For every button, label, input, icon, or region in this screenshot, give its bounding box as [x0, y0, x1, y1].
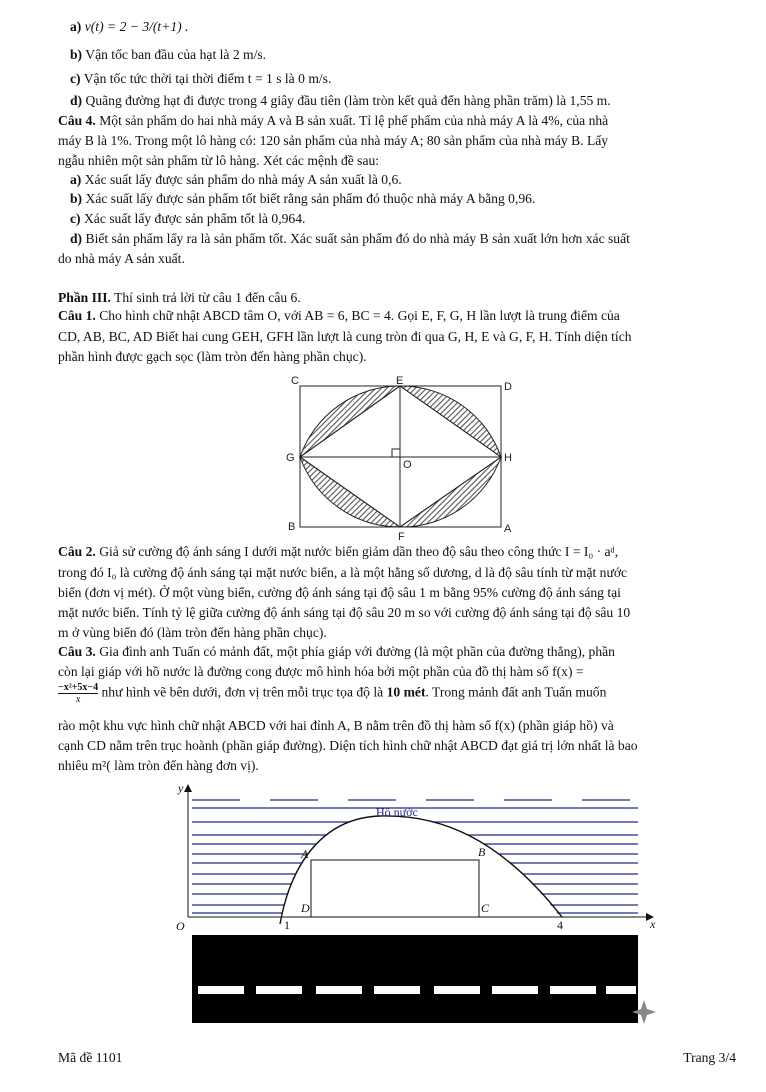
- c3-line2: còn lại giáp với hồ nước là đường cong được mô hình hóa bởi một phần của đồ thị hàm số f(x) =: [58, 664, 584, 679]
- c3-text3: như hình vẽ bên dưới, đơn vị trên mỗi trục tọa độ là: [101, 684, 384, 700]
- tick-1: 1: [284, 918, 290, 932]
- fraction-numerator: −x²+5x−4: [58, 682, 99, 693]
- option-b-label: b): [70, 47, 83, 62]
- option-a-text: v(t) = 2 − 3/(t+1) .: [84, 19, 189, 34]
- point-d-label: D: [301, 901, 310, 915]
- c2-label: Câu 2.: [58, 544, 96, 559]
- point-b-label: B: [478, 845, 486, 859]
- option-b: [70, 46, 266, 63]
- road: [192, 935, 638, 1023]
- lake-label: Hồ nước: [376, 805, 418, 819]
- c2-line3: biển (đơn vị mét). Ở một vùng biển, cường độ ánh sáng tại độ sâu 1 m bằng 95% cường độ ánh sáng tại: [58, 585, 621, 600]
- point-c-label: C: [481, 901, 490, 915]
- c3-line4: rào một khu vực hình chữ nhật ABCD với hai đỉnh A, B nằm trên đồ thị hàm số f(x) (phần giáp hồ) và: [58, 718, 614, 733]
- c3-label: Câu 3.: [58, 644, 96, 659]
- q4-option-c: [70, 210, 305, 227]
- c3-text1: Gia đình anh Tuấn có mảnh đất, một phía giáp với đường (là một phần của đường thẳng), phần: [99, 644, 615, 659]
- q4-label: Câu 4.: [58, 113, 96, 128]
- label-f: F: [398, 531, 405, 542]
- option-a: [70, 18, 189, 35]
- q4-b-text: Xác suất lấy được sản phẩm tốt biết rằng sản phẩm đó thuộc nhà máy A bằng 0,96.: [85, 191, 536, 206]
- q4-c-text: Xác suất lấy được sản phẩm tốt là 0,964.: [83, 211, 306, 226]
- road-markings: [198, 986, 636, 994]
- option-a-label: a): [70, 19, 82, 34]
- q4-text1: Một sản phẩm do hai nhà máy A và B sản xuất. Tỉ lệ phế phẩm của nhà máy A là 4%, của nhà: [99, 113, 609, 128]
- fraction: [58, 682, 98, 705]
- c2-text1: Giả sử cường độ ánh sáng I dưới mặt nước biển giảm dần theo độ sâu theo công thức I = I₀ · aᵈ,: [99, 544, 619, 559]
- c2-line1: [58, 543, 618, 560]
- c3-line5: cạnh CD nằm trên trục hoành (phần giáp đường). Diện tích hình chữ nhật ABCD đạt giá trị lớn nhất là bao: [58, 738, 638, 753]
- c3-line6: nhiêu m²( làm tròn đến hàng đơn vị).: [58, 758, 259, 773]
- part3-text: Thí sinh trả lời từ câu 1 đến câu 6.: [114, 290, 301, 305]
- q4-d-text1: Biết sản phẩm lấy ra là sản phẩm tốt. Xác suất sản phẩm đó do nhà máy B sản xuất lớn hơn xác suất: [85, 231, 630, 246]
- option-c: [70, 70, 331, 87]
- c1-line3: phần hình được gạch sọc (làm tròn đến hàng phần chục).: [58, 349, 367, 364]
- q4-c-label: c): [70, 211, 81, 226]
- part3-heading: [58, 289, 301, 306]
- origin-label: O: [176, 919, 185, 933]
- q4-a-label: a): [70, 172, 82, 187]
- x-label: x: [650, 917, 656, 931]
- page-number: Trang 3/4: [683, 1050, 736, 1065]
- option-c-text: Vận tốc tức thời tại thời điểm t = 1 s là 0 m/s.: [83, 71, 332, 86]
- c2-line2: trong đó I₀ là cường độ ánh sáng tại mặt nước biển, a là một hằng số dương, d là độ sâu tính từ mặt nước: [58, 565, 628, 580]
- option-d-label: d): [70, 93, 83, 108]
- q4-b-label: b): [70, 191, 83, 206]
- c3-text3-end: . Trong mảnh đất anh Tuấn muốn: [425, 684, 607, 700]
- option-b-text: Vận tốc ban đầu của hạt là 2 m/s.: [85, 47, 267, 62]
- q4-option-b: [70, 190, 535, 207]
- label-o: O: [403, 459, 412, 471]
- q4-line3: ngẫu nhiên một sản phẩm từ lô hàng. Xét các mệnh đề sau:: [58, 153, 380, 168]
- tick-4: 4: [557, 918, 563, 932]
- fraction-denominator: x: [75, 694, 81, 705]
- c1-label: Câu 1.: [58, 308, 96, 323]
- label-b: B: [288, 521, 296, 533]
- c2-line5: m ở vùng biển đó (làm tròn đến hàng phần chục).: [58, 625, 327, 640]
- q4-d-label: d): [70, 231, 83, 246]
- q4-line2: máy B là 1%. Trong một lô hàng có: 120 sản phẩm của nhà máy A; 80 sản phẩm của nhà máy B. Lấy: [58, 133, 609, 148]
- label-a: A: [504, 523, 512, 535]
- c1-line2: CD, AB, BC, AD Biết hai cung GEH, GFH lần lượt là cung tròn đi qua G, H, E và G, F, H. Tính diện tích: [58, 329, 632, 344]
- c3-line1: [58, 643, 615, 660]
- point-a-label: A: [301, 847, 309, 861]
- q4-d-text2: do nhà máy A sản xuất.: [58, 251, 185, 266]
- c1-figure: [280, 370, 520, 542]
- label-c: C: [291, 375, 299, 387]
- label-d: D: [504, 381, 512, 393]
- q4-option-a: [70, 171, 402, 188]
- c1-text1: Cho hình chữ nhật ABCD tâm O, với AB = 6, BC = 4. Gọi E, F, G, H lần lượt là trung điểm của: [99, 308, 620, 323]
- label-h: H: [504, 452, 512, 464]
- option-c-label: c): [70, 71, 81, 86]
- y-label: y: [178, 781, 184, 795]
- label-g: G: [286, 452, 295, 464]
- label-e: E: [396, 375, 404, 387]
- c3-figure: [170, 778, 670, 1028]
- y-axis-arrow: [184, 784, 192, 792]
- part3-label: Phần III.: [58, 290, 111, 305]
- c2-line4: mặt nước biển. Tính tỷ lệ giữa cường độ ánh sáng tại độ sâu 20 m so với cường độ ánh sáng tại độ sâu 10: [58, 605, 631, 620]
- c3-unit: 10 mét: [386, 684, 426, 700]
- q4-line1: [58, 112, 608, 129]
- c1-line1: [58, 307, 620, 324]
- q4-a-text: Xác suất lấy được sản phẩm do nhà máy A sản xuất là 0,6.: [84, 172, 402, 187]
- option-d-text: Quãng đường hạt đi được trong 4 giây đầu tiên (làm tròn kết quả đến hàng phần trăm) là 1,55 m.: [85, 93, 611, 108]
- option-d: [70, 92, 611, 109]
- exam-code: Mã đề 1101: [58, 1050, 123, 1065]
- q4-option-d: [70, 230, 630, 247]
- c3-line3: [58, 682, 606, 705]
